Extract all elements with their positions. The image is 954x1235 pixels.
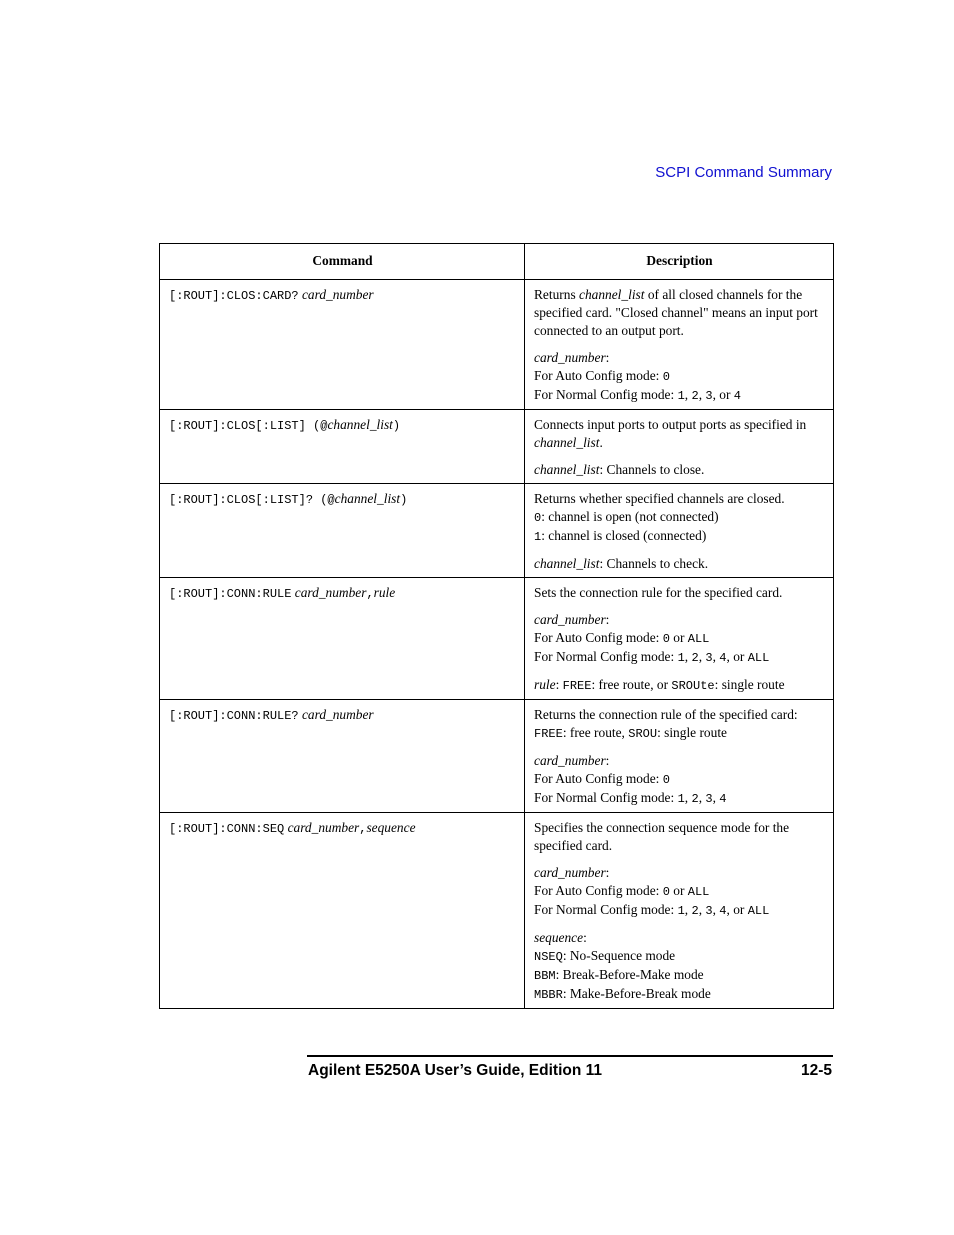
description-cell xyxy=(525,813,834,1009)
command-parameter: channel_list xyxy=(327,417,393,432)
table-row xyxy=(160,578,834,700)
description-cell xyxy=(525,700,834,813)
command-cell xyxy=(160,700,525,813)
parameter-block: channel_list: Channels to check. xyxy=(534,556,709,571)
command-parameter: card_number xyxy=(287,820,360,835)
command-syntax: [:ROUT]:CONN:RULE? xyxy=(169,709,299,723)
column-header-command: Command xyxy=(160,244,525,280)
command-cell xyxy=(160,280,525,410)
description-text: Returns the connection rule of the specified card: FREE: free route, SROU: single route xyxy=(534,707,798,741)
command-parameter: sequence xyxy=(366,820,416,835)
parameter-block: card_number: For Auto Config mode: 0 For Normal Config mode: 1, 2, 3, 4 xyxy=(534,753,727,806)
description-text: Returns whether specified channels are closed. 0: channel is open (not connected) 1: channel is closed (connected) xyxy=(534,491,785,544)
parameter-block: channel_list: Channels to close. xyxy=(534,462,705,477)
column-header-description: Description xyxy=(525,244,834,280)
parameter-block: card_number: For Auto Config mode: 0 or ALL For Normal Config mode: 1, 2, 3, 4, or ALL xyxy=(534,865,770,918)
description-cell xyxy=(525,484,834,578)
command-cell: [:ROUT]:CONN:SEQ card_number,sequence xyxy=(160,813,525,1009)
description-text: Returns channel_list of all closed channels for the specified card. "Closed channel" means an input port connected to an output port. xyxy=(534,287,818,338)
command-parameter: card_number xyxy=(301,707,374,722)
table-row xyxy=(160,813,834,1009)
command-cell: [:ROUT]:CLOS[:LIST] (@channel_list) xyxy=(160,410,525,484)
sequence-block: sequence: NSEQ: No-Sequence mode BBM: Break-Before-Make mode MBBR: Make-Before-Break mode xyxy=(534,930,711,1002)
table-row xyxy=(160,410,834,484)
description-text: Specifies the connection sequence mode for the specified card. xyxy=(534,820,790,853)
table-row xyxy=(160,484,834,578)
command-parameter: card_number xyxy=(294,585,367,600)
command-syntax: [:ROUT]:CLOS[:LIST] (@ xyxy=(169,419,328,433)
description-cell xyxy=(525,578,834,700)
command-cell: [:ROUT]:CONN:RULE card_number,rule xyxy=(160,578,525,700)
parameter-block: card_number: For Auto Config mode: 0 or ALL For Normal Config mode: 1, 2, 3, 4, or ALL xyxy=(534,612,770,665)
command-syntax: [:ROUT]:CLOS:CARD? xyxy=(169,289,299,303)
table-row xyxy=(160,700,834,813)
description-cell xyxy=(525,280,834,410)
page-number: 12-5 xyxy=(800,1062,832,1079)
parameter-block: card_number: For Auto Config mode: 0 For Normal Config mode: 1, 2, 3, or 4 xyxy=(534,350,741,403)
command-syntax: [:ROUT]:CLOS[:LIST]? (@ xyxy=(169,493,335,507)
command-syntax: [:ROUT]:CONN:SEQ xyxy=(169,822,285,836)
command-cell: [:ROUT]:CLOS[:LIST]? (@channel_list) xyxy=(160,484,525,578)
table-header-row xyxy=(160,244,834,280)
table-row xyxy=(160,280,834,410)
command-parameter: card_number xyxy=(301,287,374,302)
command-parameter: channel_list xyxy=(334,491,401,506)
command-parameter: rule xyxy=(373,585,396,600)
description-cell xyxy=(525,410,834,484)
rule-block: rule: FREE: free route, or SROUte: single route xyxy=(534,677,785,693)
footer-divider xyxy=(307,1055,833,1057)
section-title-link[interactable]: SCPI Command Summary xyxy=(655,164,832,181)
command-syntax: [:ROUT]:CONN:RULE xyxy=(169,587,292,601)
footer-title: Agilent E5250A User’s Guide, Edition 11 xyxy=(308,1062,603,1079)
scpi-command-table xyxy=(159,243,834,1009)
description-text: Sets the connection rule for the specified card. xyxy=(534,585,783,600)
description-text: Connects input ports to output ports as specified in channel_list. xyxy=(534,417,807,450)
